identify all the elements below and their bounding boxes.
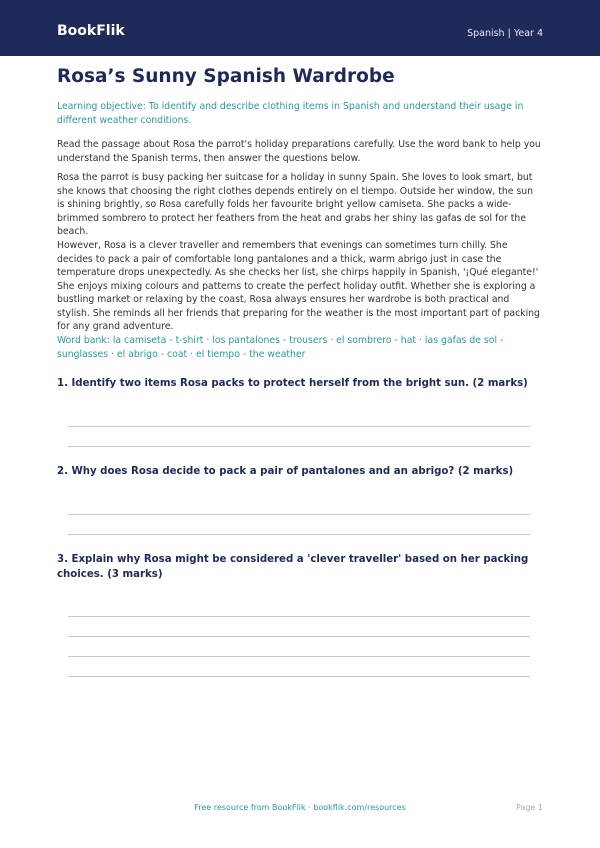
question-3: 3. Explain why Rosa might be considered a 'clever traveller' based on her packing choices. (3 marks) [57, 554, 529, 580]
instructions: Read the passage about Rosa the parrot's holiday preparations carefully. Use the word bank to help you understand the Spanish terms, then answer the questions below. [57, 139, 541, 164]
passage-paragraph-1: Rosa the parrot is busy packing her suitcase for a holiday in sunny Spain. She loves to look smart, but she knows that choosing the right clothes depends entirely on el tiempo. Outside her window, the sun is shining brightly, so Rosa carefully folds her favourite bright yellow camiseta. She packs a wide-brimmed sombrero to protect her feathers from the heat and grabs her shiny las gafas de sol for the beach. [57, 172, 534, 237]
answer-line[interactable] [68, 426, 530, 427]
word-bank: Word bank: la camiseta - t-shirt · los pantalones - trousers · el sombrero - hat · las gafas de sol - sunglasses · el abrigo - coat · el tiempo - the weather [57, 335, 504, 360]
brand-logo-text: BookFlik [57, 23, 125, 39]
answer-line[interactable] [68, 514, 530, 515]
header-bar [0, 0, 600, 56]
page-title: Rosa’s Sunny Spanish Wardrobe [57, 66, 395, 87]
answer-line[interactable] [68, 676, 530, 677]
learning-objective: Learning objective: To identify and describe clothing items in Spanish and understand their usage in different weather conditions. [57, 101, 524, 126]
answer-line[interactable] [68, 636, 530, 637]
question-2: 2. Why does Rosa decide to pack a pair of pantalones and an abrigo? (2 marks) [57, 466, 514, 477]
answer-line[interactable] [68, 534, 530, 535]
answer-line[interactable] [68, 616, 530, 617]
answer-line[interactable] [68, 656, 530, 657]
passage-paragraph-2: However, Rosa is a clever traveller and remembers that evenings can sometimes turn chilly. She decides to pack a pair of comfortable long pantalones and a thick, warm abrigo just in case the temperature drops unexpectedly. As she checks her list, she chirps happily in Spanish, '¡Qué elegante!' She enjoys mixing colours and patterns to create the perfect holiday outfit. Whether she is exploring a bustling market or relaxing by the coast, Rosa always ensures her wardrobe is both practical and stylish. She reminds all her friends that preparing for the weather is the most important part of packing for any grand adventure. [57, 240, 540, 332]
question-1: 1. Identify two items Rosa packs to protect herself from the bright sun. (2 marks) [57, 378, 528, 389]
footer-source: Free resource from BookFlik · bookflik.com/resources [194, 803, 406, 812]
page-number: Page 1 [516, 803, 543, 812]
subject-year-label: Spanish | Year 4 [467, 28, 543, 39]
answer-line[interactable] [68, 446, 530, 447]
